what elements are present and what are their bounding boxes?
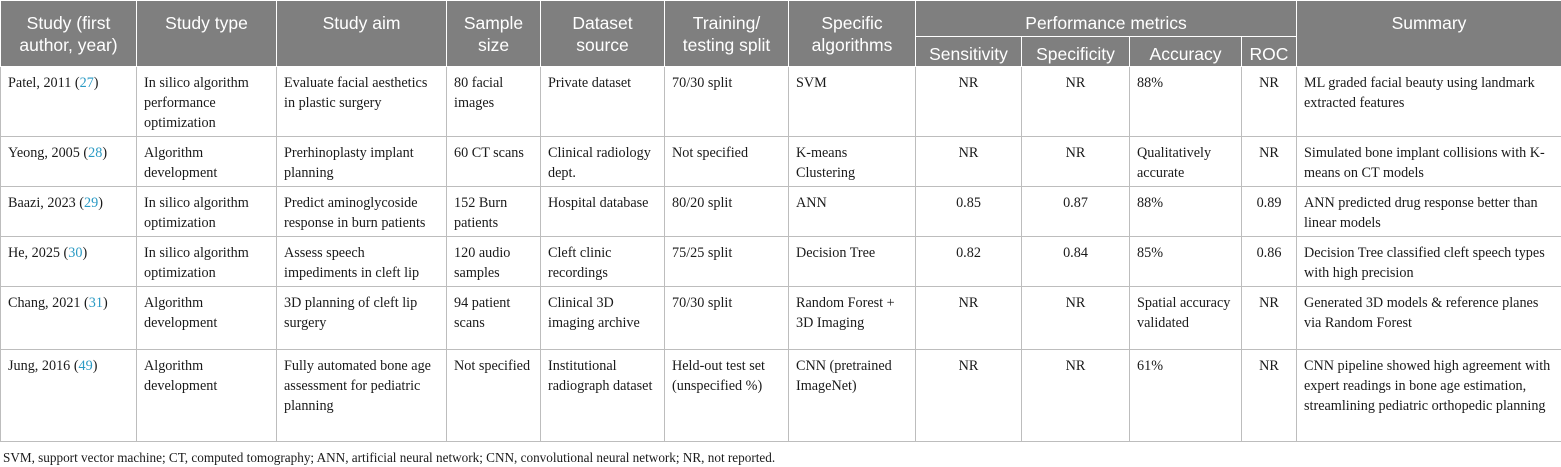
cell-size: 60 CT scans [447, 137, 541, 187]
cell-study: Yeong, 2005 (28) [1, 137, 137, 187]
cell-roc: NR [1242, 67, 1297, 137]
cell-sensitivity: 0.82 [916, 237, 1022, 287]
reference-link[interactable]: 27 [79, 75, 94, 91]
cell-study: Jung, 2016 (49) [1, 350, 137, 442]
cell-split: 75/25 split [665, 237, 789, 287]
cell-type: Algorithm development [137, 350, 277, 442]
cell-sensitivity: NR [916, 137, 1022, 187]
cell-type: Algorithm development [137, 287, 277, 350]
cell-specificity: NR [1022, 350, 1130, 442]
cell-size: 94 patient scans [447, 287, 541, 350]
cell-algorithms: ANN [789, 187, 916, 237]
cell-accuracy: 61% [1130, 350, 1242, 442]
header-performance-metrics: Performance metrics [916, 1, 1297, 37]
cell-algorithms: Decision Tree [789, 237, 916, 287]
cell-accuracy: 88% [1130, 187, 1242, 237]
cell-roc: NR [1242, 350, 1297, 442]
cell-size: 152 Burn patients [447, 187, 541, 237]
cell-aim: 3D planning of cleft lip surgery [277, 287, 447, 350]
cell-size: 80 facial images [447, 67, 541, 137]
cell-summary: Generated 3D models & reference planes via Random Forest [1297, 287, 1561, 350]
header-sensitivity: Sensitivity [916, 37, 1022, 67]
cell-study: He, 2025 (30) [1, 237, 137, 287]
cell-specificity: NR [1022, 67, 1130, 137]
header-summary: Summary [1297, 1, 1561, 67]
cell-roc: NR [1242, 287, 1297, 350]
cell-summary: CNN pipeline showed high agreement with expert readings in bone age estimation, streamlining pediatric orthopedic planning [1297, 350, 1561, 442]
cell-split: Not specified [665, 137, 789, 187]
table-row [1, 237, 1561, 287]
cell-study: Baazi, 2023 (29) [1, 187, 137, 237]
cell-algorithms: K-means Clustering [789, 137, 916, 187]
header-study: Study (first author, year) [1, 1, 137, 67]
header-algorithms: Specific algorithms [789, 1, 916, 67]
cell-accuracy: 88% [1130, 67, 1242, 137]
cell-algorithms: CNN (pretrained ImageNet) [789, 350, 916, 442]
header-specificity: Specificity [1022, 37, 1130, 67]
cell-split: 80/20 split [665, 187, 789, 237]
reference-link[interactable]: 29 [84, 195, 99, 211]
cell-aim: Evaluate facial aesthetics in plastic surgery [277, 67, 447, 137]
cell-size: Not specified [447, 350, 541, 442]
cell-specificity: NR [1022, 287, 1130, 350]
reference-link[interactable]: 31 [88, 295, 103, 311]
cell-accuracy: Qualitatively accurate [1130, 137, 1242, 187]
cell-specificity: 0.87 [1022, 187, 1130, 237]
cell-specificity: 0.84 [1022, 237, 1130, 287]
header-accuracy: Accuracy [1130, 37, 1242, 67]
cell-aim: Predict aminoglycoside response in burn patients [277, 187, 447, 237]
header-sample-size: Sample size [447, 1, 541, 67]
reference-link[interactable]: 28 [88, 145, 103, 161]
cell-split: 70/30 split [665, 67, 789, 137]
cell-source: Private dataset [541, 67, 665, 137]
cell-summary: Decision Tree classified cleft speech types with high precision [1297, 237, 1561, 287]
cell-source: Institutional radiograph dataset [541, 350, 665, 442]
cell-aim: Assess speech impediments in cleft lip [277, 237, 447, 287]
cell-algorithms: Random Forest + 3D Imaging [789, 287, 916, 350]
table-row [1, 187, 1561, 237]
cell-source: Clinical radiology dept. [541, 137, 665, 187]
cell-sensitivity: NR [916, 350, 1022, 442]
header-study-type: Study type [137, 1, 277, 67]
table-row [1, 67, 1561, 137]
cell-type: Algorithm development [137, 137, 277, 187]
footnote: SVM, support vector machine; CT, computed tomography; ANN, artificial neural network; CNN, convolutional neural network; NR, not reported. [3, 450, 776, 465]
table-body [1, 67, 1561, 442]
cell-aim: Prerhinoplasty implant planning [277, 137, 447, 187]
cell-study: Chang, 2021 (31) [1, 287, 137, 350]
cell-algorithms: SVM [789, 67, 916, 137]
header-training-split: Training/ testing split [665, 1, 789, 67]
cell-specificity: NR [1022, 137, 1130, 187]
cell-summary: ML graded facial beauty using landmark extracted features [1297, 67, 1561, 137]
cell-type: In silico algorithm optimization [137, 237, 277, 287]
cell-roc: 0.89 [1242, 187, 1297, 237]
cell-roc: NR [1242, 137, 1297, 187]
reference-link[interactable]: 30 [68, 245, 83, 261]
cell-type: In silico algorithm performance optimization [137, 67, 277, 137]
cell-accuracy: Spatial accuracy validated [1130, 287, 1242, 350]
cell-study: Patel, 2011 (27) [1, 67, 137, 137]
cell-size: 120 audio samples [447, 237, 541, 287]
cell-sensitivity: 0.85 [916, 187, 1022, 237]
cell-source: Cleft clinic recordings [541, 237, 665, 287]
header-dataset-source: Dataset source [541, 1, 665, 67]
cell-split: 70/30 split [665, 287, 789, 350]
header-roc: ROC [1242, 37, 1297, 67]
table-row [1, 287, 1561, 350]
cell-aim: Fully automated bone age assessment for pediatric planning [277, 350, 447, 442]
cell-type: In silico algorithm optimization [137, 187, 277, 237]
header-study-aim: Study aim [277, 1, 447, 67]
table-row [1, 137, 1561, 187]
cell-sensitivity: NR [916, 287, 1022, 350]
cell-roc: 0.86 [1242, 237, 1297, 287]
cell-summary: Simulated bone implant collisions with K-means on CT models [1297, 137, 1561, 187]
table-row [1, 350, 1561, 442]
cell-split: Held-out test set (unspecified %) [665, 350, 789, 442]
reference-link[interactable]: 49 [78, 358, 93, 374]
cell-sensitivity: NR [916, 67, 1022, 137]
cell-source: Hospital database [541, 187, 665, 237]
cell-summary: ANN predicted drug response better than linear models [1297, 187, 1561, 237]
cell-source: Clinical 3D imaging archive [541, 287, 665, 350]
cell-accuracy: 85% [1130, 237, 1242, 287]
